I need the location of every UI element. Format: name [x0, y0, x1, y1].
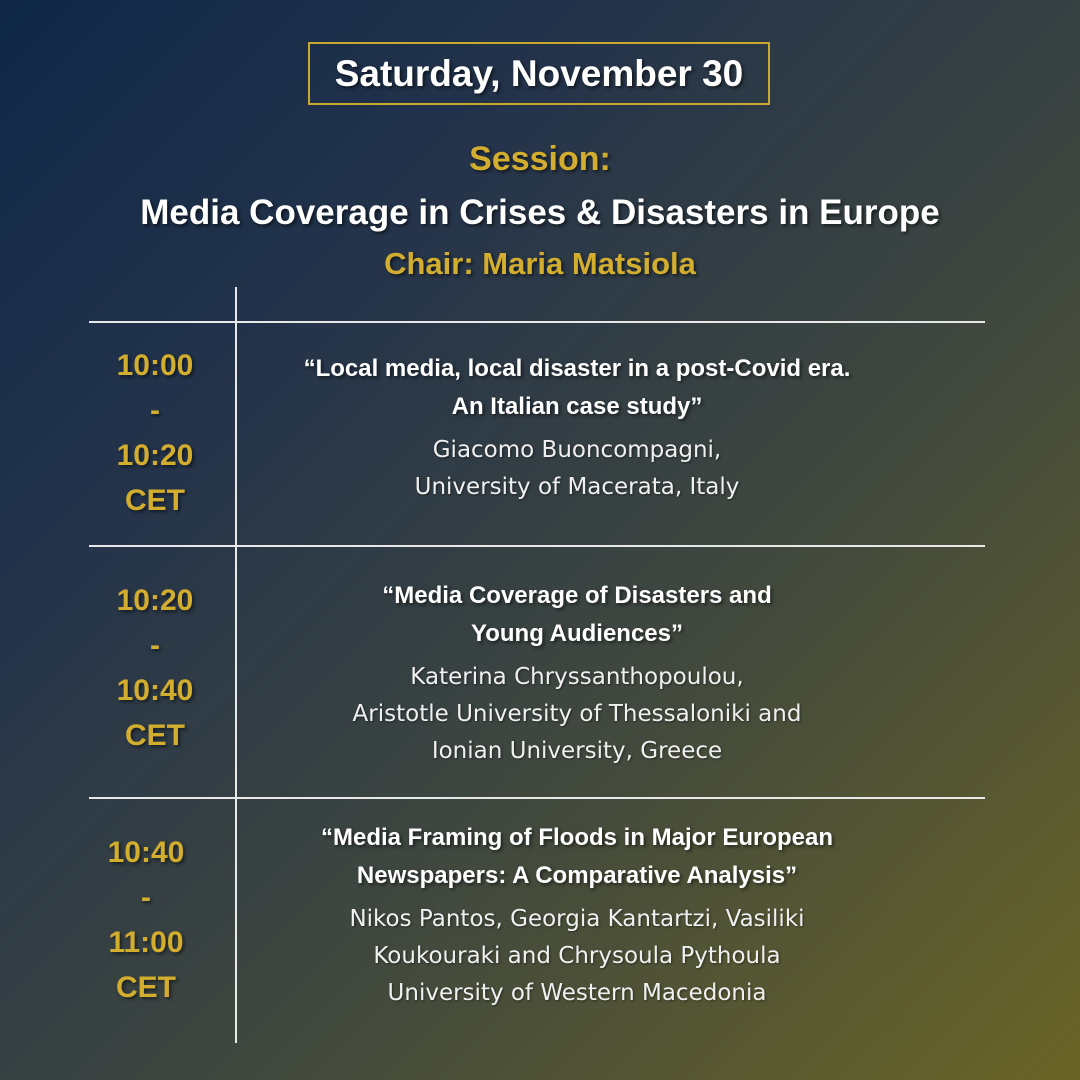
- talk-title-line: Newspapers: A Comparative Analysis”: [356, 862, 798, 889]
- author-line: University of Macerata, Italy: [414, 474, 740, 500]
- author-line: Giacomo Buoncompagni,: [432, 437, 722, 463]
- talk-authors: [237, 901, 917, 1012]
- timezone: CET: [125, 484, 185, 517]
- date-heading: Saturday, November 30: [334, 52, 744, 94]
- talk-title: [237, 577, 917, 653]
- time-end: 11:00: [108, 926, 184, 959]
- talk-3: [237, 819, 917, 1012]
- talk-title-line: An Italian case study”: [451, 393, 703, 420]
- time-start: 10:40: [107, 836, 185, 869]
- author-line: Koukouraki and Chrysoula Pythoula: [373, 943, 781, 969]
- row-divider: [89, 797, 985, 799]
- author-line: Ionian University, Greece: [431, 738, 723, 764]
- row-divider: [89, 545, 985, 547]
- timezone: CET: [116, 971, 176, 1004]
- session-label: Session:: [469, 140, 611, 178]
- talk-title-line: “Media Framing of Floods in Major European: [320, 824, 834, 851]
- talk-authors: [237, 659, 917, 770]
- time-start: 10:20: [116, 584, 194, 617]
- talk-title: [237, 819, 917, 895]
- time-separator: -: [150, 629, 160, 662]
- talk-title-line: “Local media, local disaster in a post-Covid era.: [303, 355, 851, 382]
- time-separator: -: [141, 881, 151, 914]
- talk-authors: [237, 432, 917, 506]
- time-separator: -: [150, 394, 160, 427]
- time-slot-3: [86, 830, 206, 1010]
- timezone: CET: [125, 719, 185, 752]
- author-line: Katerina Chryssanthopoulou,: [410, 664, 744, 690]
- author-line: Nikos Pantos, Georgia Kantartzi, Vasiliki: [349, 906, 805, 932]
- time-slot-1: [95, 343, 215, 523]
- row-divider: [89, 321, 985, 323]
- author-line: University of Western Macedonia: [387, 980, 767, 1006]
- session-title: Media Coverage in Crises & Disasters in Europe: [140, 193, 940, 232]
- time-start: 10:00: [116, 349, 194, 382]
- talk-title: [237, 350, 917, 426]
- talk-title-line: “Media Coverage of Disasters and: [382, 582, 772, 609]
- time-end: 10:20: [116, 439, 194, 472]
- talk-2: [237, 577, 917, 770]
- talk-title-line: Young Audiences”: [470, 620, 683, 647]
- time-slot-2: [95, 578, 215, 758]
- session-chair: Chair: Maria Matsiola: [384, 246, 696, 281]
- author-line: Aristotle University of Thessaloniki and: [352, 701, 802, 727]
- time-end: 10:40: [116, 674, 194, 707]
- date-box: [308, 42, 770, 105]
- talk-1: [237, 350, 917, 506]
